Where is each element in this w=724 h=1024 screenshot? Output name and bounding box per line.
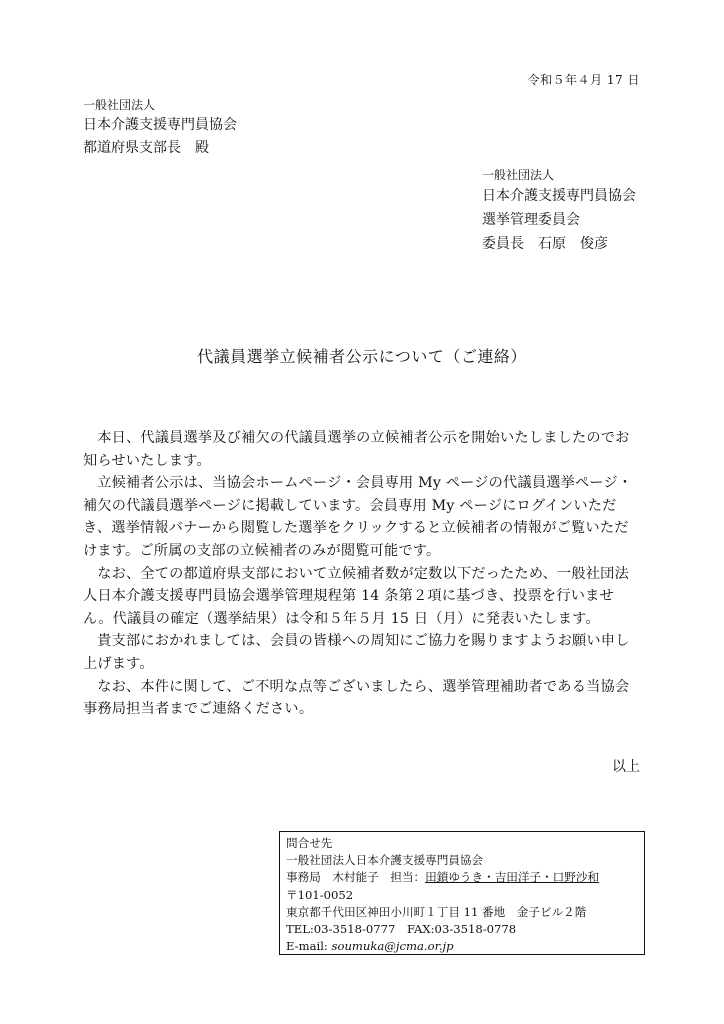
contact-office-label: 事務局 木村能子 担当： <box>286 870 426 885</box>
body-paragraph: 立候補者公示は、当協会ホームページ・会員専用 My ページの代議員選挙ページ・補欠の代議員選挙ページに掲載しています。会員専用 My ページにログインいただき、選挙情報バナーから閲覧した選挙をクリックすると立候補者の情報がご覧いただけます。ご所属の支部の立候補者のみが閲覧可能です。 <box>83 475 633 559</box>
document-title: 代議員選挙立候補者公示について（ご連絡） <box>197 347 527 366</box>
contact-org: 一般社団法人日本介護支援専門員協会 <box>286 853 484 868</box>
sender-org-type: 一般社団法人 <box>482 168 555 182</box>
contact-staff: 田鎖ゆうき・吉田洋子・口野沙和 <box>425 870 600 885</box>
body-paragraph: なお、本件に関して、ご不明な点等ございましたら、選挙管理補助者である当協会事務局担当者までご連絡ください。 <box>83 678 630 718</box>
sender-chair: 委員長 石原 俊彦 <box>482 236 608 252</box>
sender-block <box>482 166 636 256</box>
recipient-block <box>83 96 237 160</box>
closing-word: 以上 <box>612 759 640 775</box>
recipient-addressee: 都道府県支部長 殿 <box>83 140 209 156</box>
body-paragraph: なお、全ての都道府県支部において立候補者数が定数以下だったため、一般社団法人日本介護支援専門員協会選挙管理規程第 14 条第２項に基づき、投票を行いません。代議員の確定（選挙結果）は令和５年５月 15 日（月）に発表いたします。 <box>83 565 629 627</box>
contact-address: 東京都千代田区神田小川町１丁目 11 番地 金子ビル２階 <box>286 904 587 919</box>
contact-box <box>279 831 645 955</box>
contact-heading: 問合せ先 <box>286 836 333 850</box>
contact-phone-fax: TEL:03-3518-0777 FAX:03-3518-0778 <box>286 922 517 937</box>
document-date: 令和５年４月 17 日 <box>527 73 640 87</box>
recipient-org-name: 日本介護支援専門員協会 <box>83 117 237 133</box>
document-body <box>83 427 641 721</box>
contact-email-line <box>286 938 638 955</box>
sender-committee: 選挙管理委員会 <box>482 212 580 228</box>
sender-org-name: 日本介護支援専門員協会 <box>482 188 636 204</box>
body-paragraph: 貴支部におかれましては、会員の皆様への周知にご協力を賜りますようお願い申し上げます。 <box>83 633 630 672</box>
contact-office-line <box>286 869 638 886</box>
body-paragraph: 本日、代議員選挙及び補欠の代議員選挙の立候補者公示を開始いたしましたのでお知らせいたします。 <box>83 430 630 469</box>
contact-postal: 〒101-0052 <box>286 887 354 902</box>
recipient-org-type: 一般社団法人 <box>83 98 156 112</box>
contact-email-link[interactable]: soumuka@jcma.or.jp <box>331 939 454 954</box>
contact-email-label: E-mail: <box>286 939 332 954</box>
